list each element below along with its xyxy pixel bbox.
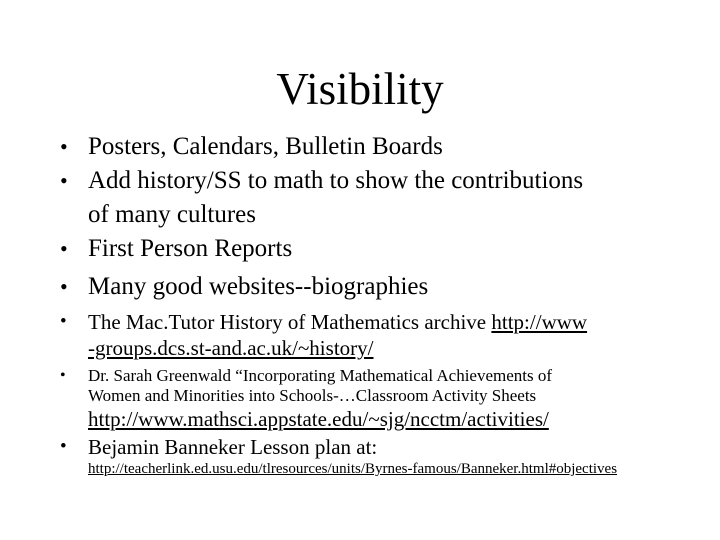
item-text: Many good websites--biographies (88, 273, 429, 300)
banneker-lesson-link[interactable]: http://teacherlink.ed.usu.edu/tlresources/units/Byrnes-famous/Banneker.html#objectives (88, 461, 618, 477)
item-text-continued: of many cultures (88, 201, 257, 228)
bullet-icon: • (60, 134, 68, 159)
greenwald-activities-link[interactable]: http://www.mathsci.appstate.edu/~sjg/ncctm/activities/ (88, 407, 549, 431)
item-text: First Person Reports (88, 235, 293, 262)
mactutor-link[interactable]: http://www (491, 310, 588, 334)
mactutor-link-continued[interactable]: -groups.dcs.st-and.ac.uk/~history/ (88, 336, 374, 360)
bullet-icon: • (60, 236, 68, 261)
item-text-continued: Women and Minorities into Schools-…Classroom Activity Sheets (88, 386, 537, 405)
item-text: Posters, Calendars, Bulletin Boards (88, 133, 443, 160)
item-text: Bejamin Banneker Lesson plan at: (88, 435, 378, 459)
item-text: Dr. Sarah Greenwald “Incorporating Mathematical Achievements of (88, 366, 553, 385)
bullet-icon: • (60, 367, 66, 384)
bullet-icon: • (60, 311, 67, 332)
bullet-icon: • (60, 436, 67, 457)
item-text: Add history/SS to math to show the contributions (88, 167, 584, 194)
bullet-icon: • (60, 168, 68, 193)
item-text: The Mac.Tutor History of Mathematics archive (88, 310, 492, 334)
bullet-icon: • (60, 274, 68, 299)
slide-title: Visibility (276, 64, 444, 114)
